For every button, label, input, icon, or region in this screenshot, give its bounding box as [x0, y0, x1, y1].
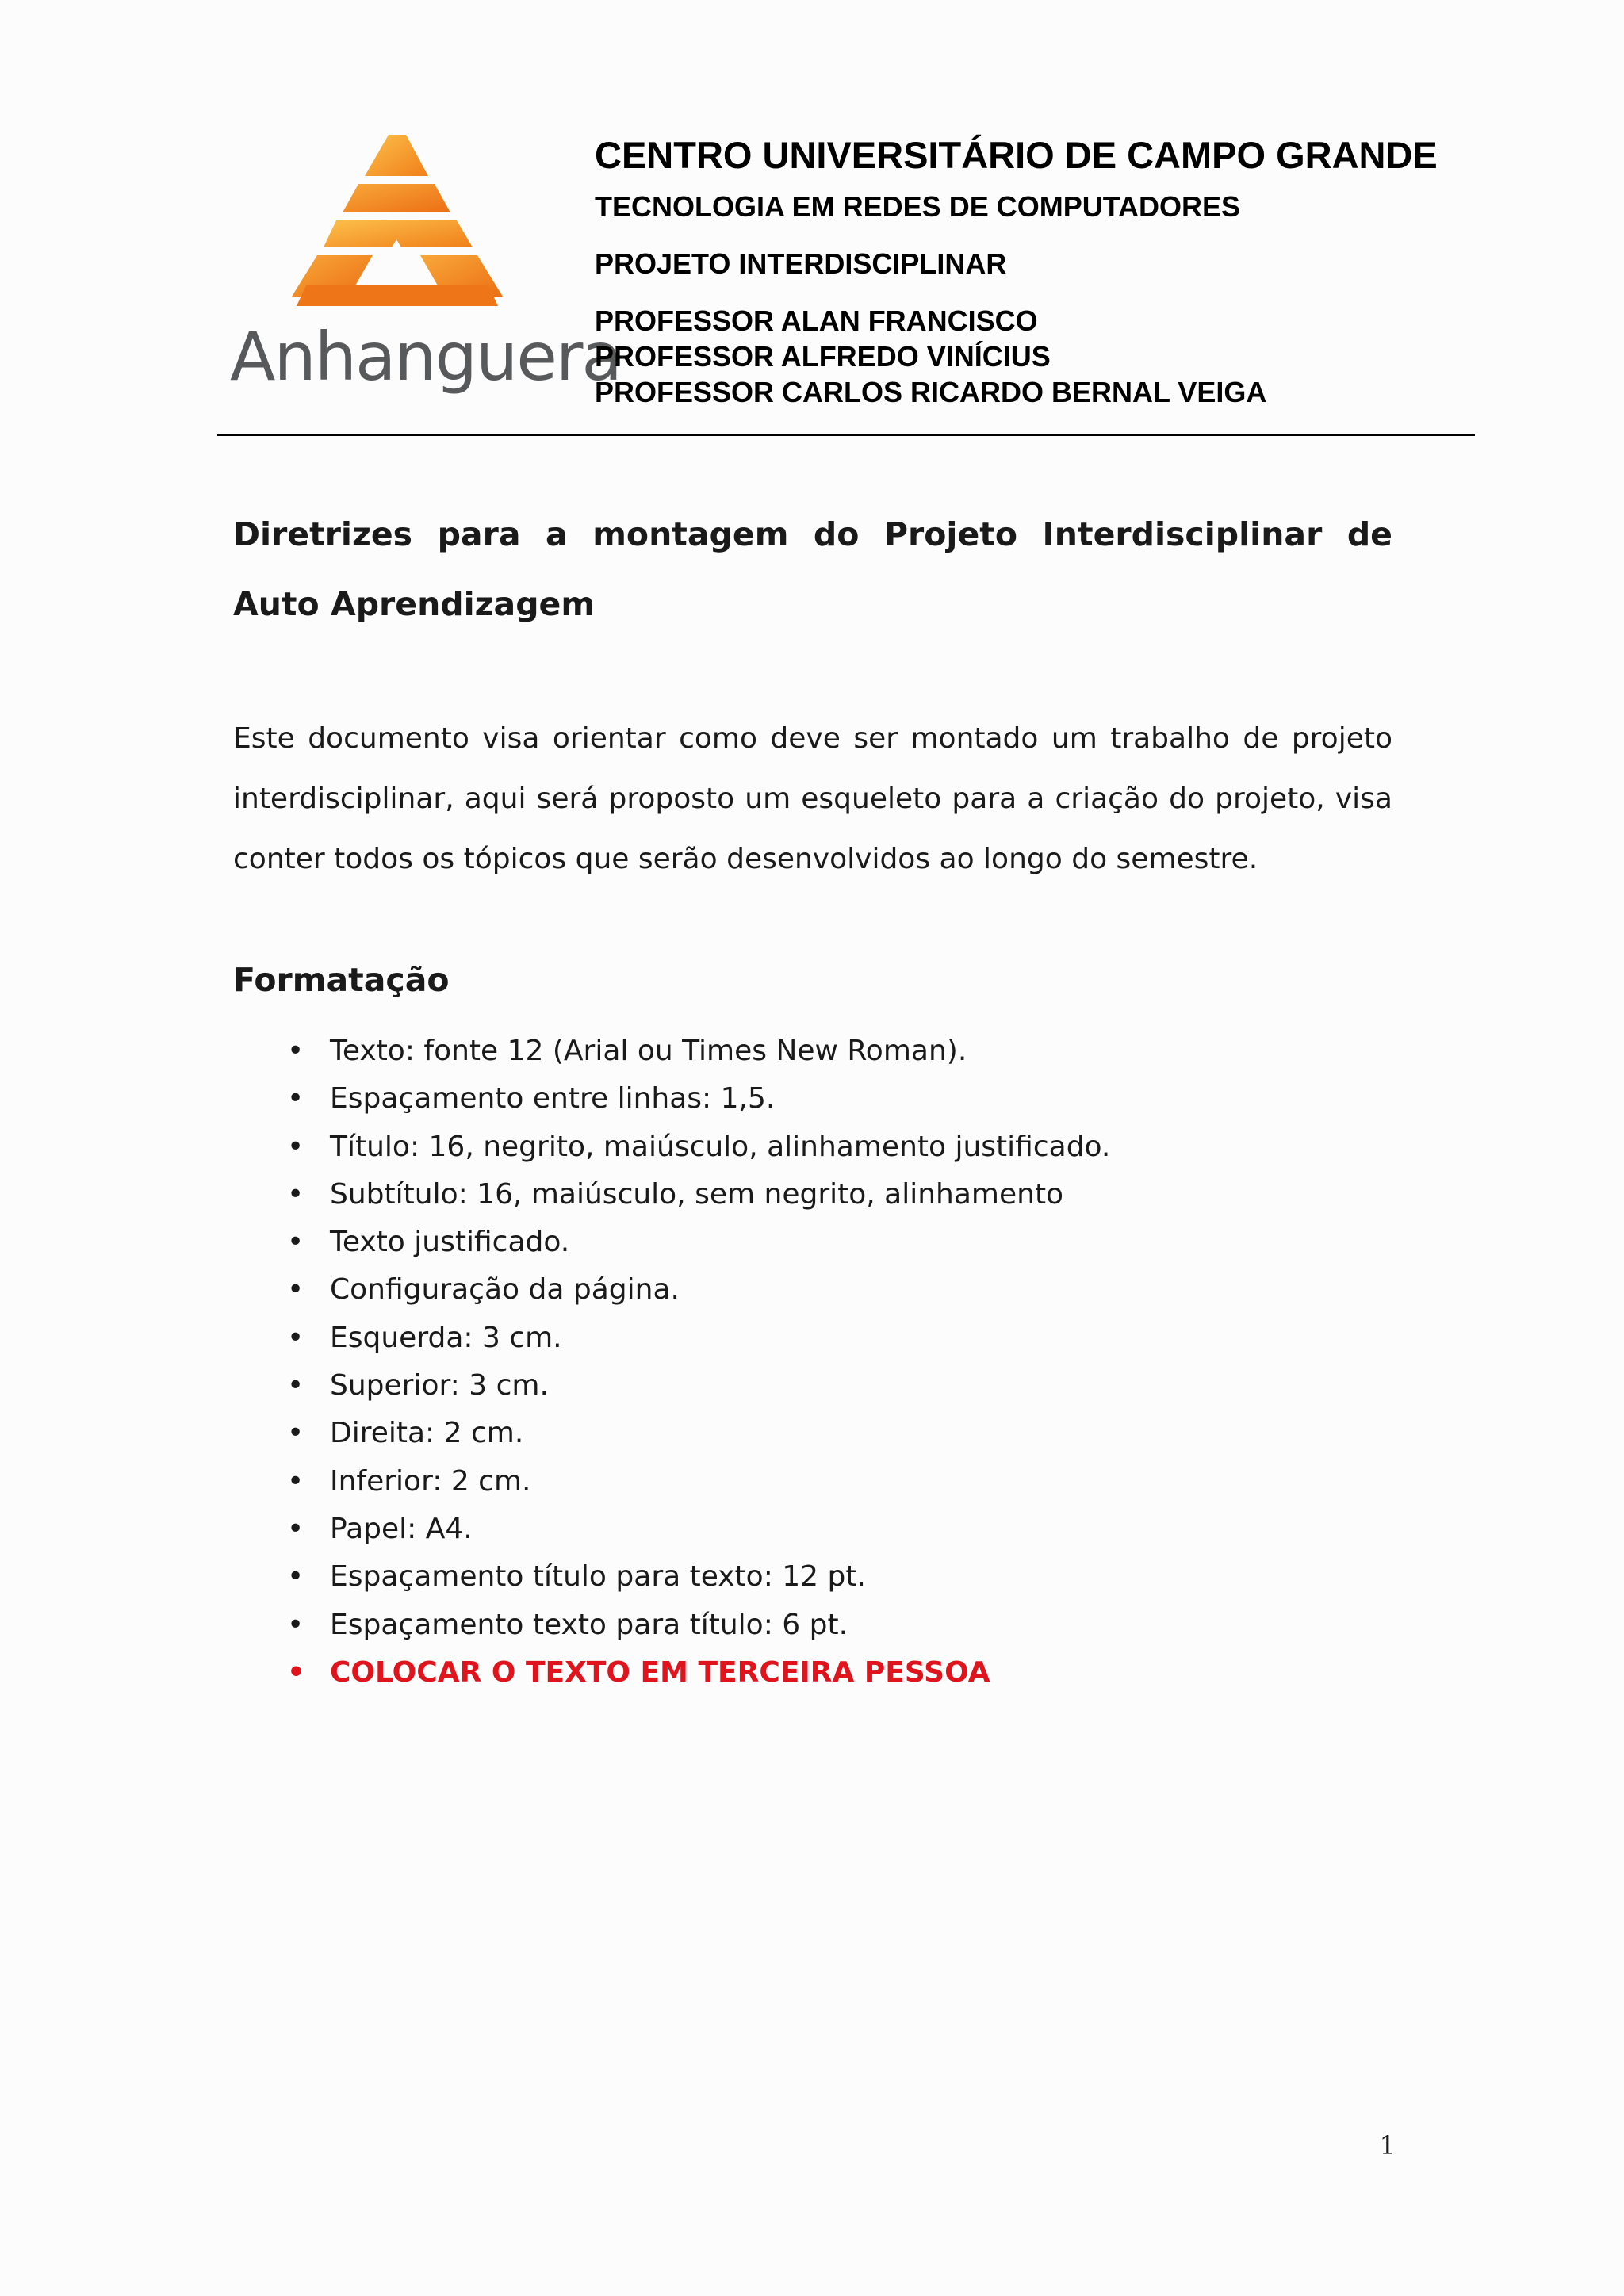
bullet-icon: •: [287, 1560, 304, 1594]
list-item: [233, 1219, 1392, 1266]
list-item-text: Inferior: 2 cm.: [330, 1464, 531, 1498]
bullet-icon: •: [287, 1035, 304, 1067]
list-item: [233, 1075, 1392, 1123]
list-item-text: Superior: 3 cm.: [330, 1369, 549, 1402]
list-item-text: Espaçamento título para texto: 12 pt.: [330, 1560, 866, 1594]
list-item: [233, 1266, 1392, 1314]
list-item: [233, 1123, 1392, 1171]
list-item-text: COLOCAR O TEXTO EM TERCEIRA PESSOA: [330, 1655, 990, 1689]
professor-line: PROFESSOR CARLOS RICARDO BERNAL VEIGA: [595, 376, 1267, 408]
list-item: [233, 1027, 1392, 1075]
intro-paragraph: Este documento visa orientar como deve ser montado um trabalho de projeto interdisciplinar, aqui será proposto um esqueleto para a criação do projeto, visa conter todos os tópicos que serão desenvolvidos ao longo do semestre.: [233, 722, 1392, 875]
list-item-text: Título: 16, negrito, maiúsculo, alinhamento justificado.: [330, 1130, 1111, 1163]
list-item: [233, 1601, 1392, 1649]
bullet-icon: •: [287, 1082, 304, 1115]
list-item-text: Subtítulo: 16, maiúsculo, sem negrito, alinhamento: [330, 1177, 1064, 1211]
project-name: PROJETO INTERDISCIPLINAR: [595, 247, 1007, 280]
bullet-icon: •: [287, 1130, 304, 1163]
list-item-text: Espaçamento texto para título: 6 pt.: [330, 1608, 848, 1641]
list-item-text: Texto: fonte 12 (Arial ou Times New Roman).: [330, 1035, 967, 1067]
bullet-icon: •: [287, 1273, 304, 1307]
bullet-icon: •: [287, 1464, 304, 1498]
formatting-list: [233, 1027, 1392, 1697]
logo-wordmark: Anhanguera: [230, 318, 621, 396]
logo-triangle-icon: [230, 127, 563, 325]
list-item-text: Papel: A4.: [330, 1512, 473, 1545]
header-divider: [217, 434, 1475, 436]
list-item-text: Configuração da página.: [330, 1273, 680, 1307]
bullet-icon: •: [287, 1655, 306, 1689]
professor-line: PROFESSOR ALAN FRANCISCO: [595, 304, 1038, 337]
bullet-icon: •: [287, 1321, 304, 1354]
list-item-text: Direita: 2 cm.: [330, 1417, 524, 1450]
bullet-icon: •: [287, 1608, 304, 1641]
list-item: [233, 1171, 1392, 1219]
section-heading-formatacao: Formatação: [233, 961, 450, 999]
university-name: CENTRO UNIVERSITÁRIO DE CAMPO GRANDE: [595, 134, 1438, 176]
bullet-icon: •: [287, 1177, 304, 1211]
list-item: [233, 1506, 1392, 1553]
list-item: [233, 1410, 1392, 1457]
list-item: [233, 1553, 1392, 1601]
professor-line: PROFESSOR ALFREDO VINÍCIUS: [595, 340, 1051, 373]
bullet-icon: •: [287, 1417, 304, 1450]
bullet-icon: •: [287, 1226, 304, 1259]
bullet-icon: •: [287, 1369, 304, 1402]
list-item: [233, 1458, 1392, 1506]
document-title: Diretrizes para a montagem do Projeto Interdisciplinar de Auto Aprendizagem: [233, 515, 1392, 623]
list-item: [233, 1314, 1392, 1362]
course-name: TECNOLOGIA EM REDES DE COMPUTADORES: [595, 190, 1241, 223]
page-number: 1: [1379, 2130, 1396, 2160]
list-item-text: Espaçamento entre linhas: 1,5.: [330, 1082, 776, 1115]
list-item-alert: [233, 1649, 1392, 1697]
anhanguera-logo: [230, 127, 621, 396]
list-item-text: Esquerda: 3 cm.: [330, 1321, 562, 1354]
list-item-text: Texto justificado.: [330, 1226, 570, 1259]
bullet-icon: •: [287, 1512, 304, 1545]
list-item: [233, 1362, 1392, 1410]
